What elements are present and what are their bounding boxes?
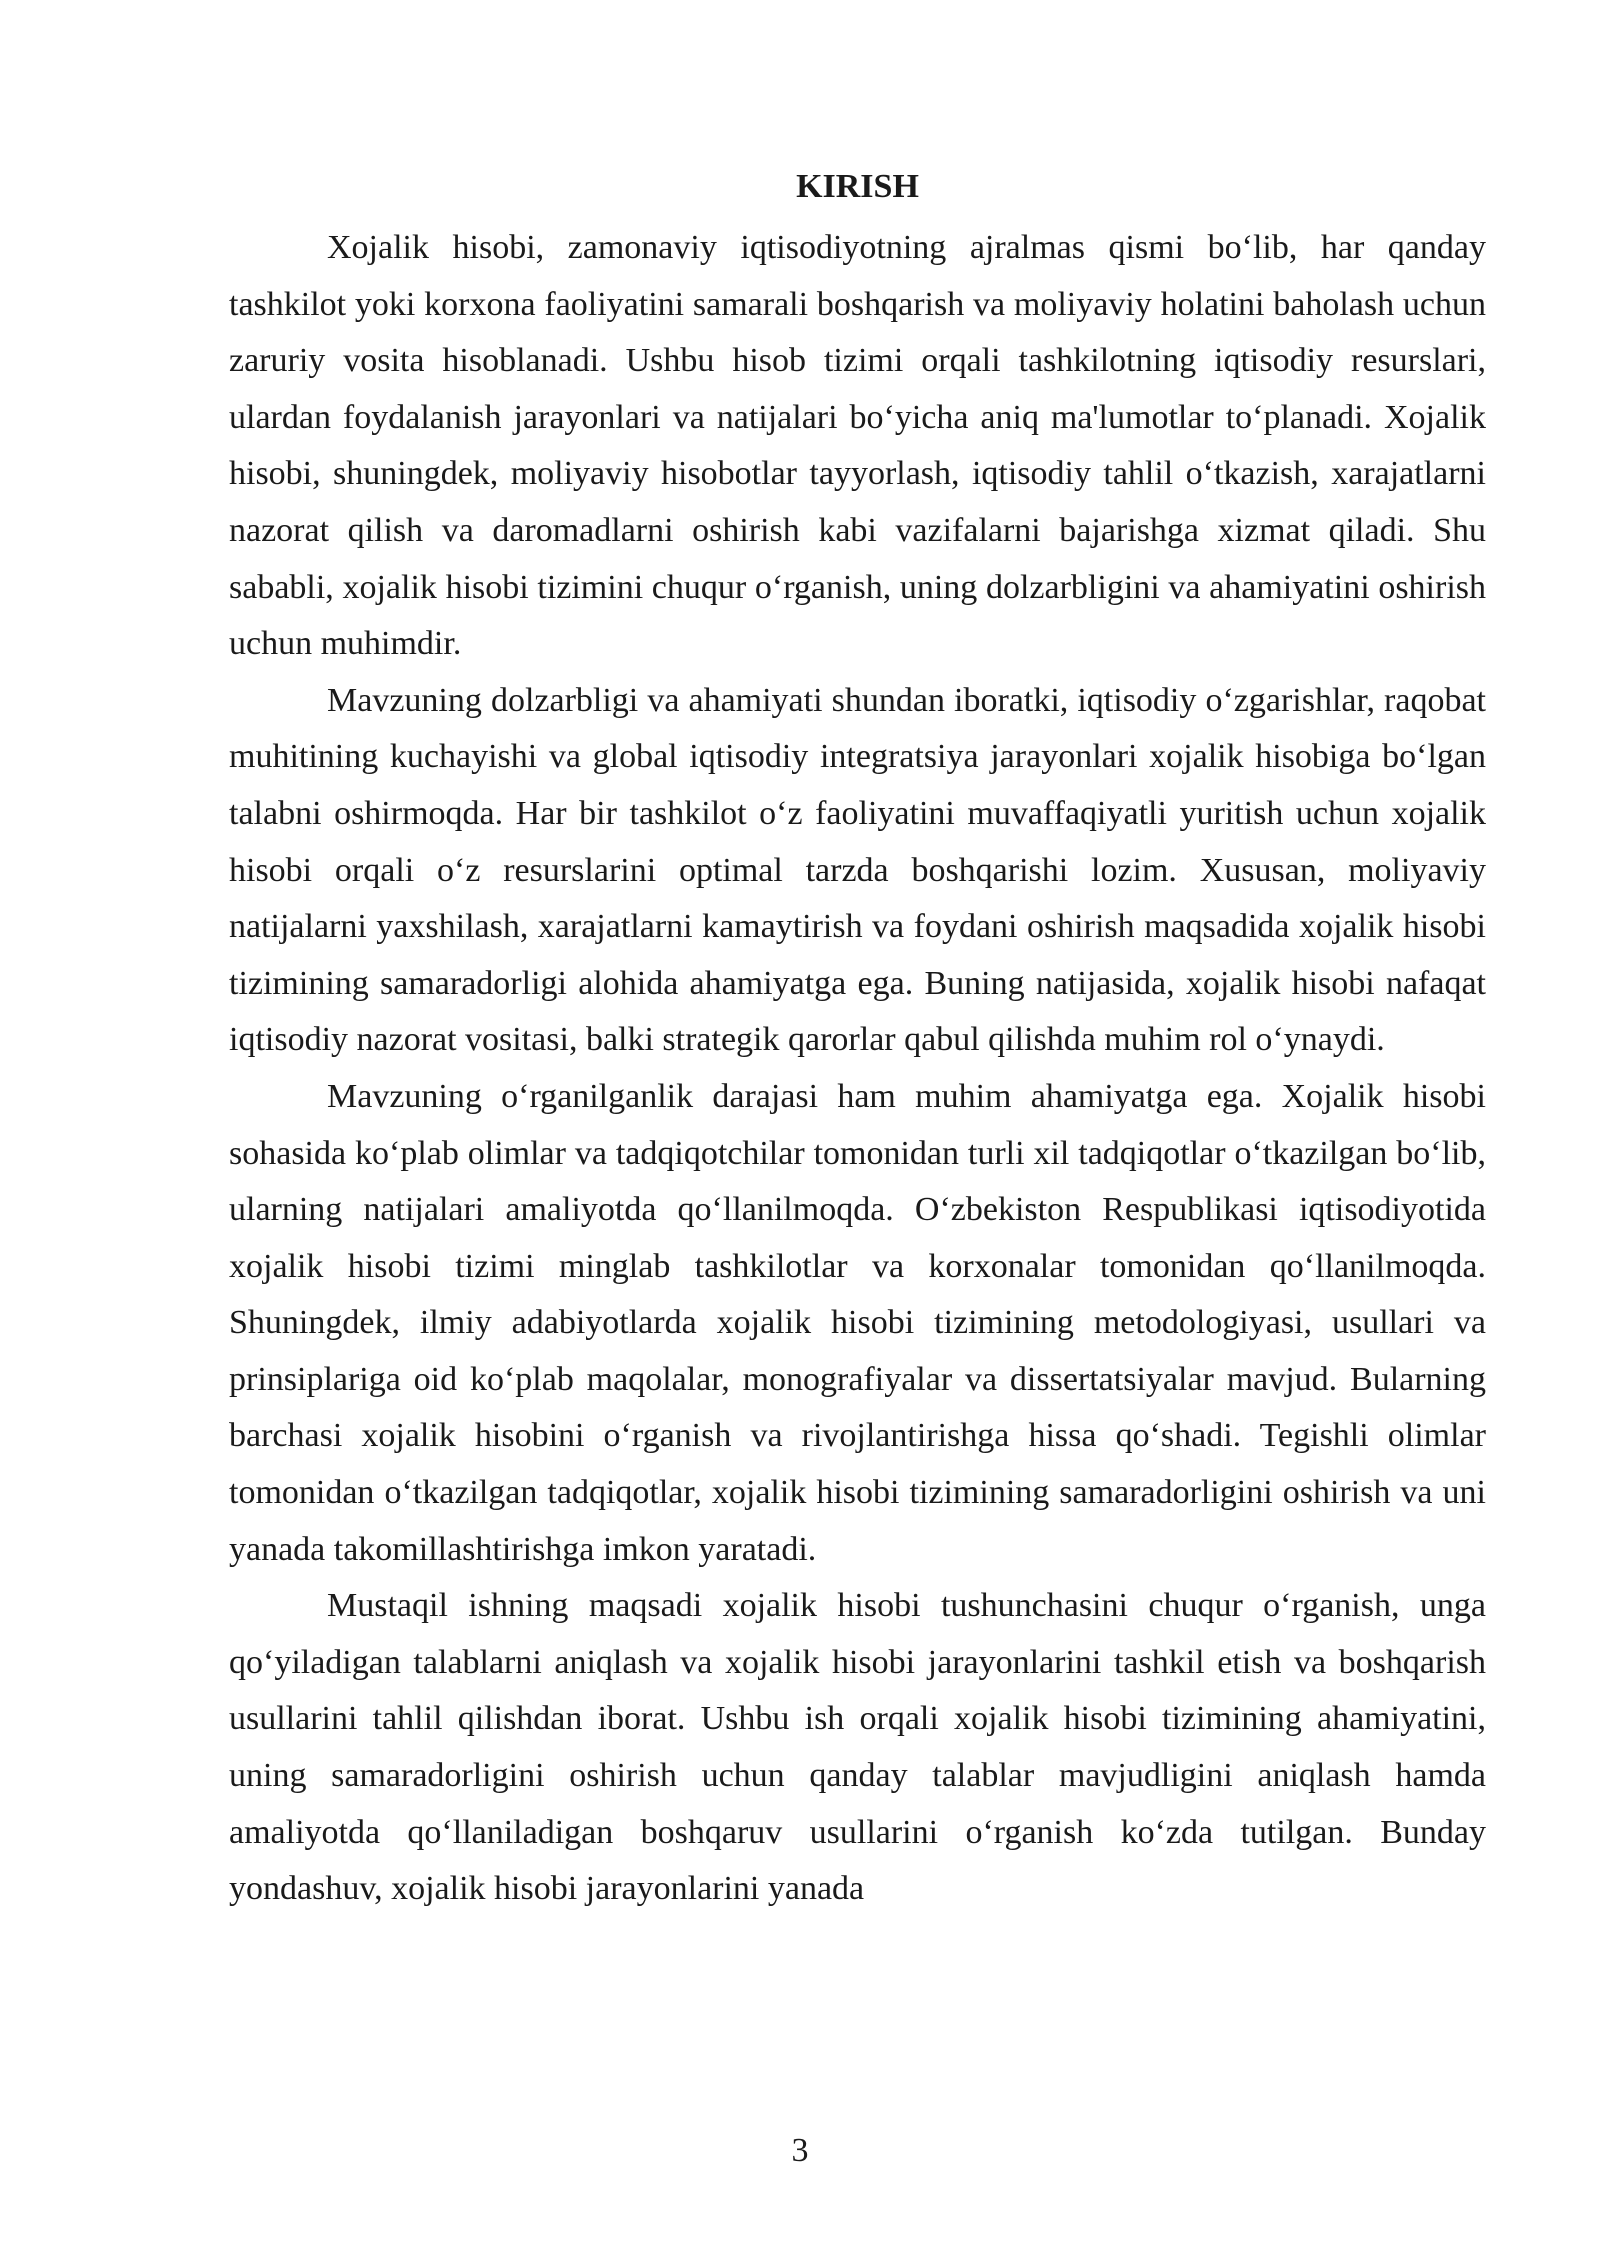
page-content [229,164,1486,1918]
paragraph-introduction: Xojalik hisobi, zamonaviy iqtisodiyotning ajralmas qismi bo‘lib, har qanday tashkilot yoki korxona faoliyatini samarali boshqarish va moliyaviy holatini baholash uchun zaruriy vosita hisoblanadi. Ushbu hisob tizimi orqali tashkilotning iqtisodiy resurslari, ulardan foydalanish jarayonlari va natijalari bo‘yicha aniq ma'lumotlar to‘planadi. Xojalik hisobi, shuningdek, moliyaviy hisobotlar tayyorlash, iqtisodiy tahlil o‘tkazish, xarajatlarni nazorat qilish va daromadlarni oshirish kabi vazifalarni bajarishga xizmat qiladi. Shu sababli, xojalik hisobi tizimini chuqur o‘rganish, uning dolzarbligini va ahamiyatini oshirish uchun muhimdir. [229,229,1486,663]
page-title: KIRISH [796,168,919,205]
paragraph-relevance: Mavzuning dolzarbligi va ahamiyati shundan iboratki, iqtisodiy o‘zgarishlar, raqobat muhitining kuchayishi va global iqtisodiy integratsiya jarayonlari xojalik hisobiga bo‘lgan talabni oshirmoqda. Har bir tashkilot o‘z faoliyatini muvaffaqiyatli yuritish uchun xojalik hisobi orqali o‘z resurslarini optimal tarzda boshqarishi lozim. Xususan, moliyaviy natijalarni yaxshilash, xarajatlarni kamaytirish va foydani oshirish maqsadida xojalik hisobi tizimining samaradorligi alohida ahamiyatga ega. Buning natijasida, xojalik hisobi nafaqat iqtisodiy nazorat vositasi, balki strategik qarorlar qabul qilishda muhim rol o‘ynaydi. [229,681,1486,1059]
paragraph-objective: Mustaqil ishning maqsadi xojalik hisobi tushunchasini chuqur o‘rganish, unga qo‘yiladigan talablarni aniqlash va xojalik hisobi jarayonlarini tashkil etish va boshqarish usullarini tahlil qilishdan iborat. Ushbu ish orqali xojalik hisobi tizimining ahamiyatini, uning samaradorligini oshirish uchun qanday talablar mavjudligini aniqlash hamda amaliyotda qo‘llaniladigan boshqaruv usullarini o‘rganish ko‘zda tutilgan. Bunday yondashuv, xojalik hisobi jarayonlarini yanada [229,1587,1486,1908]
page-number: 3 [791,2132,809,2169]
paragraph-research-level: Mavzuning o‘rganilganlik darajasi ham muhim ahamiyatga ega. Xojalik hisobi sohasida ko‘plab olimlar va tadqiqotchilar tomonidan turli xil tadqiqotlar o‘tkazilgan bo‘lib, ularning natijalari amaliyotda qo‘llanilmoqda. O‘zbekiston Respublikasi iqtisodiyotida xojalik hisobi tizimi minglab tashkilotlar va korxonalar tomonidan qo‘llanilmoqda. Shuningdek, ilmiy adabiyotlarda xojalik hisobi tizimining metodologiyasi, usullari va prinsiplariga oid ko‘plab maqolalar, monografiyalar va dissertatsiyalar mavjud. Bularning barchasi xojalik hisobini o‘rganish va rivojlantirishga hissa qo‘shadi. Tegishli olimlar tomonidan o‘tkazilgan tadqiqotlar, xojalik hisobi tizimining samaradorligini oshirish va uni yanada takomillashtirishga imkon yaratadi. [229,1077,1486,1568]
